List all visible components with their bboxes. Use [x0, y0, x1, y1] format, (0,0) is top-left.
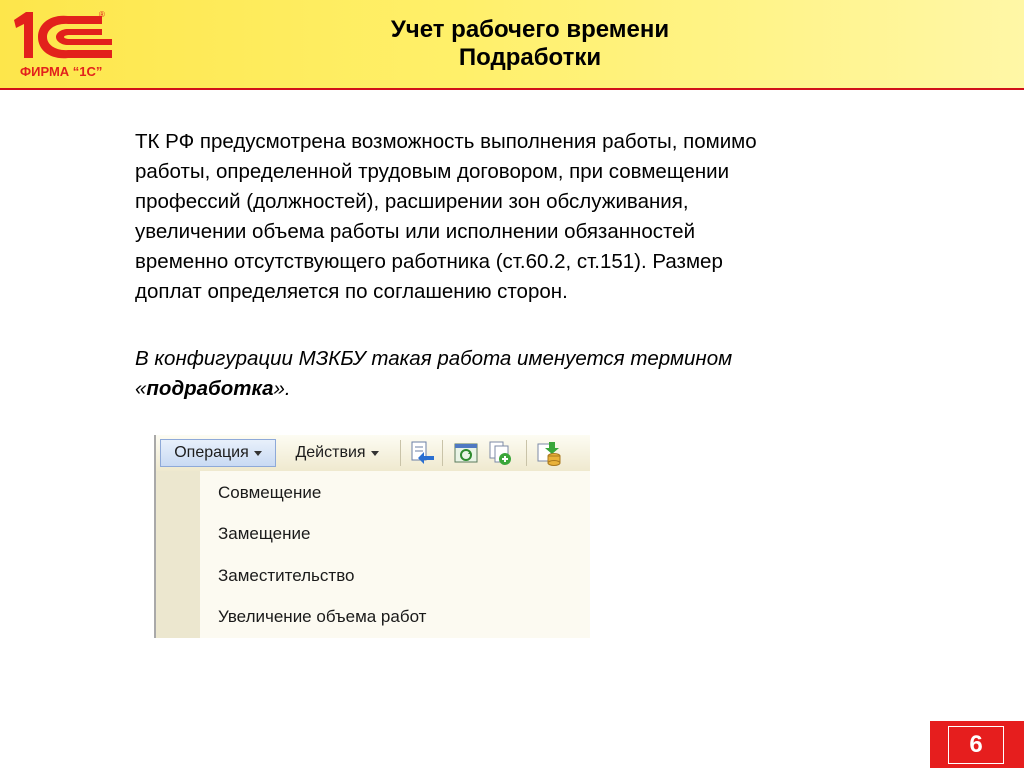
paragraph-line: доплат определяется по соглашению сторон.: [135, 280, 568, 303]
paragraph-line: профессий (должностей), расширении зон обслуживания,: [135, 190, 689, 213]
paragraph-line: увеличении объема работы или исполнении обязанностей: [135, 220, 696, 243]
note-line-2: [135, 374, 935, 404]
page-number: 6: [948, 726, 1004, 764]
menu-gutter: [156, 471, 200, 638]
slide-header: [0, 0, 1024, 90]
menu-item-sovmeshchenie[interactable]: Совмещение: [218, 483, 322, 502]
document-database-icon[interactable]: [534, 440, 562, 466]
quote-close: ».: [273, 377, 291, 400]
actions-label: Действия: [295, 444, 366, 461]
registered-mark: ®: [99, 10, 105, 19]
chevron-down-icon: [254, 451, 262, 456]
operation-menu-button[interactable]: [160, 439, 276, 467]
term-podrabotka: подработка: [146, 377, 274, 400]
title-line-2: Подработки: [458, 44, 602, 71]
copy-add-icon[interactable]: [486, 440, 514, 466]
refresh-icon[interactable]: [452, 440, 480, 466]
paragraph-line: временно отсутствующего работника (ст.60.2, ст.151). Размер: [135, 250, 723, 273]
body-paragraph: [135, 127, 935, 307]
toolbar: [156, 435, 590, 471]
note-line-1: В конфигурации МЗКБУ такая работа именуется термином: [135, 347, 733, 370]
chevron-down-icon: [371, 451, 379, 456]
menu-item-zamestitelstvo[interactable]: Заместительство: [218, 566, 355, 585]
paragraph-line: ТК РФ предусмотрена возможность выполнения работы, помимо: [135, 130, 757, 153]
toolbar-separator: [526, 440, 527, 466]
menu-item-zameshchenie[interactable]: Замещение: [218, 524, 311, 543]
toolbar-separator: [442, 440, 443, 466]
quote-open: «: [135, 377, 147, 400]
1c-logo: [6, 6, 126, 84]
logo-caption: ФИРМА “1С”: [20, 64, 103, 79]
import-icon[interactable]: [408, 440, 436, 466]
slide-title: [300, 16, 760, 72]
operation-label: Операция: [174, 444, 249, 461]
actions-menu-button[interactable]: [278, 439, 396, 467]
title-line-1: Учет рабочего времени: [390, 16, 670, 43]
menu-screenshot: [154, 435, 590, 638]
operation-dropdown-menu: [156, 471, 590, 638]
menu-item-uvelichenie-obema[interactable]: Увеличение объема работ: [218, 607, 427, 626]
italic-note: [135, 344, 935, 404]
paragraph-line: работы, определенной трудовым договором, при совмещении: [135, 160, 730, 183]
toolbar-separator: [400, 440, 401, 466]
